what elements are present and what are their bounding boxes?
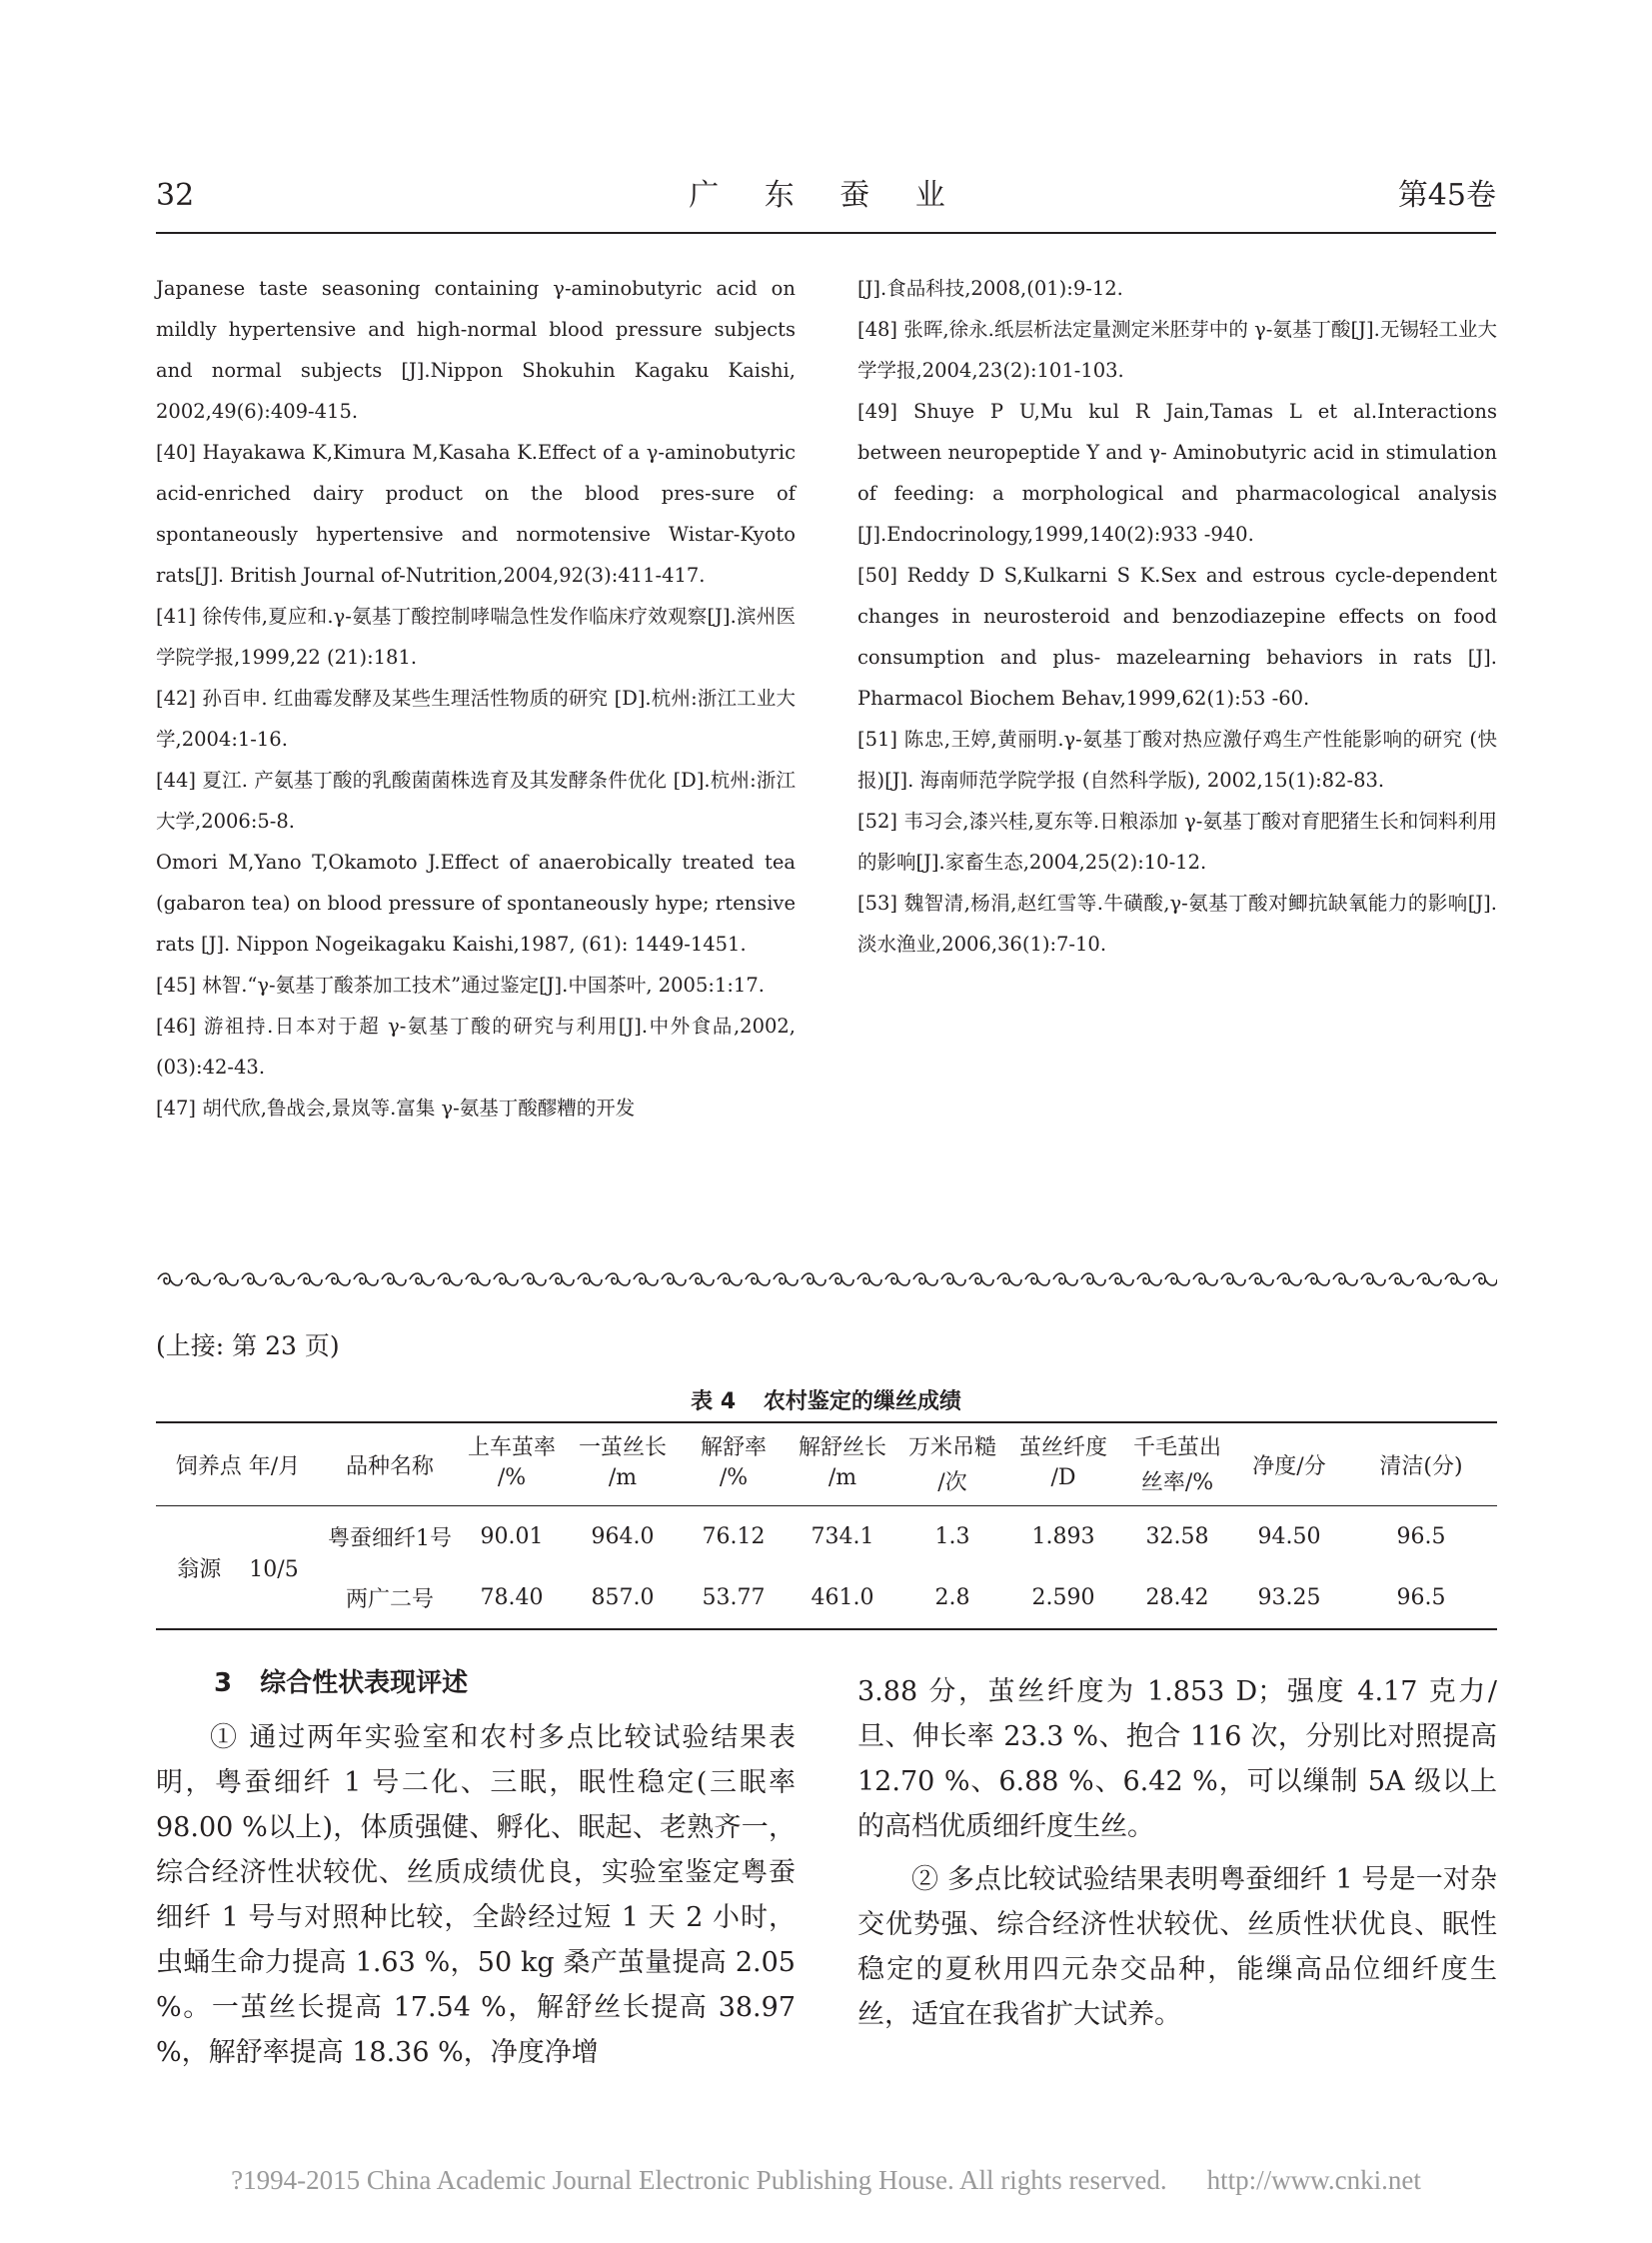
reference-item [156, 1088, 796, 1128]
reeling-results-table [156, 1421, 1497, 1630]
reference-item [857, 719, 1497, 801]
reference-text: 韦习会,漆兴桂,夏东等.日粮添加 γ-氨基丁酸对育肥猪生长和饲料利用的影响[J].家畜生态,2004,25(2):10-12. [857, 810, 1497, 874]
reference-text: 游祖持.日本对于超 γ-氨基丁酸的研究与利用[J].中外食品,2002,(03):42-43. [156, 1015, 796, 1079]
reference-item [156, 965, 796, 1006]
reference-item [857, 268, 1497, 309]
table-cell: 461.0 [811, 1585, 874, 1610]
page-footer [0, 2165, 1652, 2196]
reference-item [156, 432, 796, 596]
column-header: 解舒率 [700, 1435, 767, 1460]
reference-text: 夏江. 产氨基丁酸的乳酸菌菌株选育及其发酵条件优化 [D].杭州:浙江大学,2006:5-8. [156, 769, 797, 833]
table-cell: 857.0 [591, 1585, 655, 1610]
location-date-cell [156, 1506, 320, 1630]
reference-text: 徐传伟,夏应和.γ-氨基丁酸控制哮喘急性发作临床疗效观察[J].滨州医学院学报,1999,22 (21):181. [156, 605, 797, 669]
reference-number: [49] [857, 400, 898, 423]
column-unit: /m [827, 1465, 857, 1490]
table-cell: 964.0 [591, 1524, 655, 1549]
table-cell: 93.25 [1257, 1585, 1321, 1610]
column-unit: /% [497, 1465, 527, 1490]
table-cell: 78.40 [480, 1585, 544, 1610]
body-right-column [857, 1669, 1497, 2037]
reference-text: Japanese taste seasoning containing γ-aminobutyric acid on mildly hypertensive and high-normal blood pressure subjects and normal subjects [J].Nippon Shokuhin Kagaku Kaishi, 2002,49(6):409-415. [156, 277, 796, 423]
table-cell: 2.8 [934, 1585, 970, 1610]
reference-item [857, 391, 1497, 555]
body-left-column [156, 1663, 796, 2075]
table-row [156, 1567, 1497, 1629]
reference-text: 胡代欣,鲁战会,景岚等.富集 γ-氨基丁酸醪糟的开发 [202, 1097, 636, 1120]
column-header: 清洁(分) [1379, 1453, 1463, 1479]
table-cell: 94.50 [1257, 1524, 1321, 1549]
column-header: 千毛茧出 [1132, 1435, 1221, 1460]
reference-text: [J].食品科技,2008,(01):9-12. [857, 277, 1123, 300]
reference-number: [50] [857, 564, 898, 587]
section-heading [214, 1663, 796, 1703]
paragraph: ② 多点比较试验结果表明粤蚕细纤 1 号是一对杂交优势强、综合经济性状较优、丝质性状优良、眠性稳定的夏秋用四元杂交品种，能缫高品位细纤度生丝，适宜在我省扩大试养。 [857, 1864, 1497, 2030]
reference-text: 张晖,徐永.纸层析法定量测定米胚芽中的 γ-氨基丁酸[J].无锡轻工业大学学报,2004,23(2):101-103. [857, 318, 1498, 382]
reference-item [857, 883, 1497, 965]
volume-label: 第45卷 [1397, 178, 1496, 213]
page-number: 32 [156, 178, 195, 213]
reference-text: Reddy D S,Kulkarni S K.Sex and estrous cycle-dependent changes in neurosteroid and benzodiazepine effects on food consumption and plus- mazelearning behaviors in rats [J]. Pharmacol Biochem Behav,1999,62(1):53 -60. [857, 564, 1497, 710]
reference-number: [53] [857, 892, 898, 915]
journal-name: 广 东 蚕 业 [689, 178, 963, 213]
table-cell: 2.590 [1031, 1585, 1095, 1610]
reference-number: [40] [156, 441, 197, 464]
table-caption-title: 农村鉴定的缫丝成绩 [763, 1389, 961, 1414]
continuation-note: (上接: 第 23 页) [156, 1331, 340, 1360]
table-row [156, 1506, 1497, 1568]
table-cell: 96.5 [1396, 1524, 1446, 1549]
reference-number: [46] [156, 1015, 197, 1038]
column-header: 品种名称 [345, 1453, 434, 1479]
table-caption [0, 1387, 1652, 1417]
reference-text: Shuye P U,Mu kul R Jain,Tamas L et al.Interactions between neuropeptide Y and γ- Aminobutyric acid in stimulation of feeding: a morphological and pharmacological analysis [J].Endocrinology,1999,140(2):933 -940. [857, 400, 1498, 546]
reference-number: [41] [156, 605, 197, 628]
reference-text: Omori M,Yano T,Okamoto J.Effect of anaerobically treated tea (gabaron tea) on blood pressure of spontaneously hype; rtensive rats [J]. Nippon Nogeikagaku Kaishi,1987, (61): 1449-1451. [156, 851, 796, 956]
reference-item [156, 596, 796, 678]
column-unit: /D [1050, 1465, 1076, 1490]
column-header: 饲养点 年/月 [175, 1453, 301, 1479]
column-header: 万米吊糙 [907, 1435, 996, 1460]
reference-item [857, 309, 1497, 391]
table-cell: 32.58 [1145, 1524, 1209, 1549]
references-right-column [857, 268, 1497, 965]
reference-item [156, 678, 796, 760]
column-header: 上车茧率 [467, 1435, 556, 1460]
reference-item [857, 801, 1497, 883]
reference-item [857, 555, 1497, 719]
reference-item [156, 268, 796, 432]
column-header: 解舒丝长 [798, 1435, 886, 1460]
table-cell: 1.3 [934, 1524, 970, 1549]
reference-text: 孙百申. 红曲霉发酵及某些生理活性物质的研究 [D].杭州:浙江工业大学,2004:1-16. [156, 687, 797, 751]
header-rule [156, 232, 1496, 234]
reference-number: [44] [156, 769, 197, 792]
column-header: 净度/分 [1252, 1453, 1326, 1479]
column-unit: /次 [937, 1470, 967, 1495]
paragraph: 3.88 分，茧丝纤度为 1.853 D；强度 4.17 克力/旦、伸长率 23.3 %、抱合 116 次，分别比对照提高 12.70 %、6.88 %、6.42 %，可以缫制 5A 级以上的高档优质细纤度生丝。 [857, 1676, 1497, 1842]
table-cell: 96.5 [1396, 1585, 1446, 1610]
reference-text: Hayakawa K,Kimura M,Kasaha K.Effect of a γ-aminobutyric acid-enriched dairy product on the blood pres-sure of spontaneously hypertensive and normotensive Wistar-Kyoto rats[J]. British Journal of-Nutrition,2004,92(3):411-417. [156, 441, 796, 587]
date: 10/5 [249, 1556, 299, 1582]
reference-number: [42] [156, 687, 197, 710]
reference-number: [45] [156, 974, 197, 997]
table-caption-label: 表 4 [691, 1389, 737, 1414]
reference-number: [52] [857, 810, 898, 833]
footer-url: http://www.cnki.net [1206, 2165, 1421, 2195]
section-title: 综合性状表现评述 [260, 1668, 469, 1698]
column-unit: /% [719, 1465, 749, 1490]
ornament-divider [156, 1267, 1497, 1291]
table-cell: 90.01 [480, 1524, 544, 1549]
table-cell: 28.42 [1145, 1585, 1209, 1610]
table-cell: 1.893 [1031, 1524, 1095, 1549]
column-unit: 丝率/% [1140, 1470, 1214, 1495]
reference-text: 林智.“γ-氨基丁酸茶加工技术”通过鉴定[J].中国茶叶, 2005:1:17. [202, 974, 765, 997]
paragraph: ① 通过两年实验室和农村多点比较试验结果表明，粤蚕细纤 1 号二化、三眠，眠性稳定(三眠率 98.00 %以上)，体质强健、孵化、眠起、老熟齐一，综合经济性状较优、丝质成绩优良，实验室鉴定粤蚕细纤 1 号与对照种比较，全龄经过短 1 天 2 小时，虫蛹生命力提高 1.63 %，50 kg 桑产茧量提高 2.05 %。一茧丝长提高 17.54 %，解舒丝长提高 38.97 %，解舒率提高 18.36 %，净度净增 [156, 1722, 796, 2068]
column-header: 一茧丝长 [578, 1435, 667, 1460]
table-cell: 53.77 [702, 1585, 766, 1610]
reference-item [156, 760, 796, 842]
reference-number: [47] [156, 1097, 197, 1120]
table-cell: 734.1 [811, 1524, 874, 1549]
reference-item [156, 1006, 796, 1088]
reference-text: 魏智清,杨涓,赵红雪等.牛磺酸,γ-氨基丁酸对鲫抗缺氧能力的影响[J].淡水渔业,2006,36(1):7-10. [857, 892, 1497, 956]
table-cell: 76.12 [702, 1524, 766, 1549]
reference-number: [51] [857, 728, 898, 751]
column-unit: /m [608, 1465, 638, 1490]
section-number: 3 [214, 1668, 233, 1698]
references-left-column [156, 268, 796, 1128]
variety-cell: 粤蚕细纤1号 [328, 1526, 452, 1551]
reference-item [156, 842, 796, 965]
location: 翁源 [177, 1556, 222, 1582]
copyright-notice: ?1994-2015 China Academic Journal Electronic Publishing House. All rights reserved. [231, 2165, 1167, 2195]
reference-number: [48] [857, 318, 898, 341]
column-header: 茧丝纤度 [1018, 1435, 1107, 1460]
reference-text: 陈忠,王婷,黄丽明.γ-氨基丁酸对热应激仔鸡生产性能影响的研究 (快报)[J]. 海南师范学院学报 (自然科学版), 2002,15(1):82-83. [857, 728, 1497, 792]
variety-cell: 两广二号 [345, 1587, 434, 1612]
